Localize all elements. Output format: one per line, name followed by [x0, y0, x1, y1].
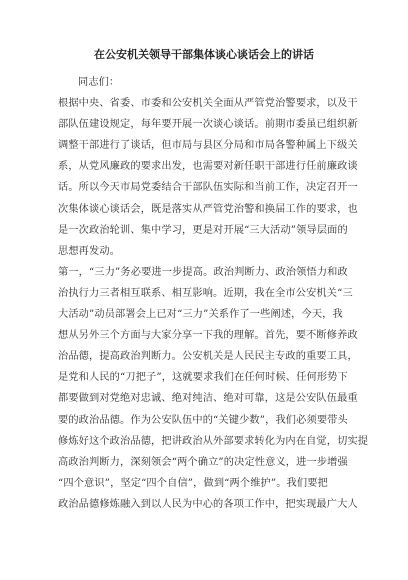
document-body	[58, 72, 369, 515]
paragraph-line: 是一次政治轮训、集中学习，更是对开展“三大活动”领导层面的	[58, 224, 348, 236]
paragraph-line: 高政治判断力，深刻领会“两个确立”的决定性意义，进一步增强	[58, 456, 348, 468]
document-title: 在公安机关领导干部集体谈心谈话会上的讲话	[94, 48, 314, 61]
paragraph-line: “四个意识”，坚定“四个自信”，做到“两个维护”。我们要把	[58, 477, 328, 489]
paragraph-line: 话。所以今天市局党委结合干部队伍实际和当前工作，决定召开一	[58, 182, 358, 194]
paragraph-line: 政治品德修炼融入到以人民为中心的各项工作中，把实现最广大人	[58, 498, 358, 510]
paragraph-line: 第一，“三力”务必要进一步提高。政治判断力、政治领悟力和政	[58, 266, 348, 278]
paragraph-line: 部队伍建设规定，每年要开展一次谈心谈话。前期市委虽已组织新	[58, 119, 358, 131]
paragraph-line: 要的政治品德。作为公安队伍中的“关键少数”，我们必须要带头	[58, 414, 348, 426]
paragraph-line: 次集体谈心谈话会，既是落实从严管党治警和换届工作的要求，也	[58, 203, 358, 215]
paragraph-line: 是党和人民的“刀把子”，这就要求我们在任何时候、任何形势下	[58, 372, 348, 384]
salutation: 同志们：	[78, 77, 120, 88]
paragraph-line: 想从另外三个方面与大家分享一下我的理解。首先，要不断修养政	[58, 330, 358, 342]
paragraph-line: 调整干部进行了谈话，但市局与县区分局和市局各警种属上下级关	[58, 140, 358, 152]
paragraph-line: 思想再发动。	[58, 245, 121, 257]
paragraph-line: 治品德，提高政治判断力。公安机关是人民民主专政的重要工具，	[58, 351, 358, 363]
paragraph-line: 根据中央、省委、市委和公安机关全面从严管党治警要求，以及干	[58, 98, 358, 110]
paragraph-line: 系，从党风廉政的要求出发，也需要对新任职干部进行任前廉政谈	[58, 161, 358, 173]
paragraph-line: 大活动”动员部署会上已对“三力”关系作了一些阐述，今天，我	[58, 309, 343, 321]
paragraph-line: 都要做到对党绝对忠诚、绝对纯洁、绝对可靠，这是公安队伍最重	[58, 393, 358, 405]
paragraph-line: 修炼好这个政治品德，把讲政治从外部要求转化为内在自觉，切实提	[58, 435, 369, 447]
paragraph-line: 治执行力三者相互联系、相互影响。近期，我在全市公安机关“三	[58, 287, 353, 299]
